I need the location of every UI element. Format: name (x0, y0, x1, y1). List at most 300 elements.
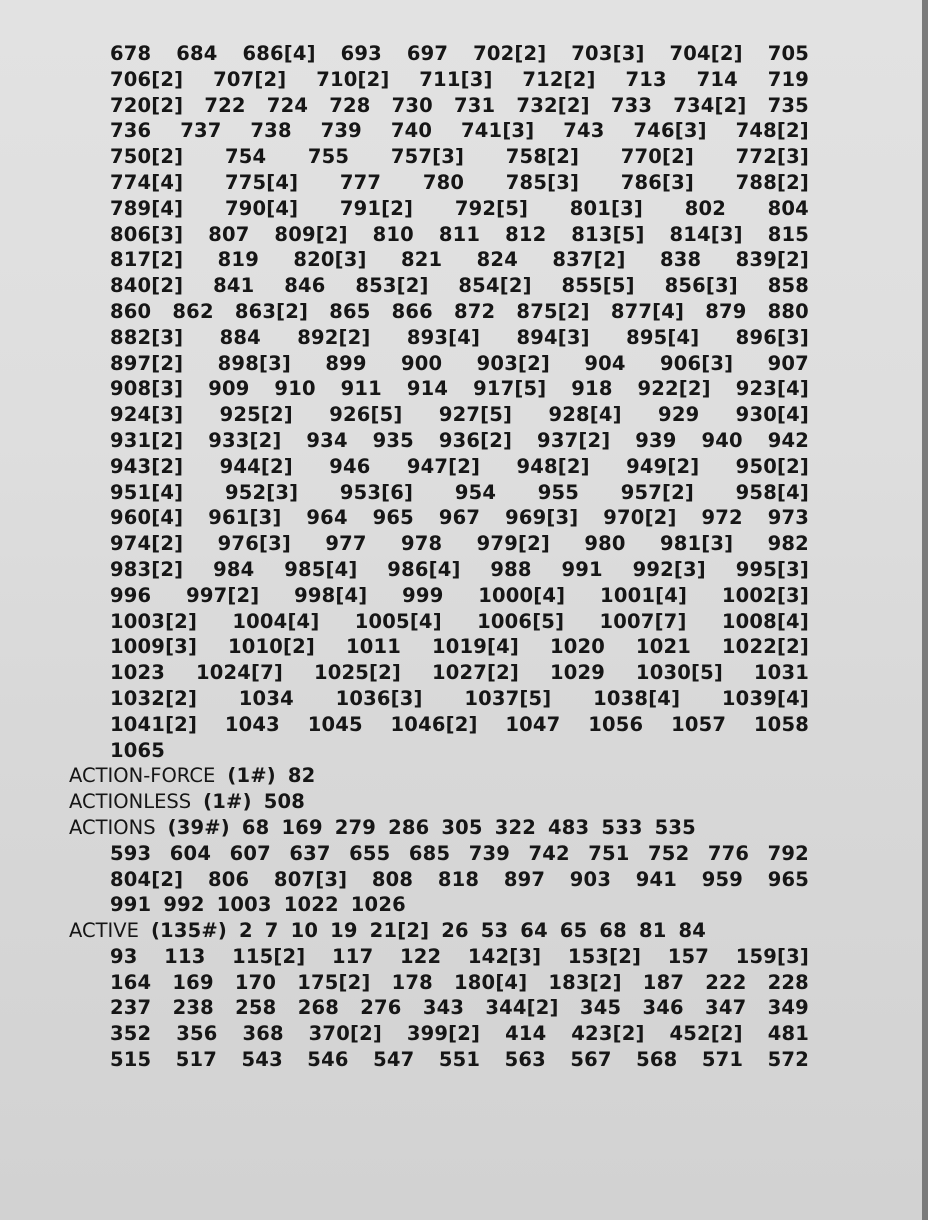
index-reference: 961[3] (208, 506, 282, 530)
index-reference: 714 (696, 67, 738, 91)
index-reference: 780 (422, 170, 465, 194)
index-reference: 988 (490, 557, 532, 581)
index-reference: 840[2] (110, 274, 184, 298)
index-reference: 68 (599, 919, 627, 943)
index-reference: 1029 (549, 661, 606, 685)
index-reference: 1039[4] (721, 686, 809, 710)
index-reference: 941 (635, 867, 678, 891)
index-reference: 815 (767, 222, 809, 246)
index-reference: 791[2] (339, 196, 414, 220)
index-reference: 533 (601, 815, 643, 839)
index-reference: 1056 (588, 712, 644, 736)
index-reference: 785[3] (505, 170, 580, 194)
index-continuation-line (69, 376, 809, 402)
index-reference: 967 (438, 506, 481, 530)
index-reference: 954 (454, 480, 497, 504)
index-reference: 81 (638, 919, 667, 943)
index-reference: 809[2] (274, 222, 348, 246)
index-reference: 789[4] (110, 196, 184, 220)
index-reference: 897 (503, 867, 546, 891)
index-reference: 728 (329, 93, 371, 117)
index-reference: 955 (537, 480, 580, 504)
index-reference: 969[3] (505, 506, 579, 530)
index-reference: 571 (701, 1048, 744, 1072)
index-reference: 305 (441, 815, 483, 839)
index-reference: 352 (110, 1022, 152, 1046)
index-reference: 1032[2] (110, 686, 198, 710)
index-reference: 949[2] (626, 454, 700, 478)
index-continuation-line (69, 325, 809, 351)
index-reference: 731 (454, 93, 496, 117)
index-reference: 907 (767, 351, 809, 375)
index-reference: 898[3] (217, 351, 291, 375)
index-reference: 706[2] (110, 67, 184, 91)
index-reference: 713 (625, 67, 667, 91)
index-reference: 997[2] (186, 583, 260, 607)
index-reference: 279 (334, 815, 377, 839)
index-reference: 157 (667, 944, 710, 968)
index-reference: 1047 (505, 712, 561, 736)
index-reference: 978 (400, 532, 443, 556)
index-reference: 943[2] (110, 454, 184, 478)
index-reference: 740 (390, 119, 433, 143)
index-reference: 917[5] (473, 377, 547, 401)
index-reference: 711[3] (419, 67, 493, 91)
index-reference: 752 (648, 841, 690, 865)
index-reference: 1001[4] (600, 583, 688, 607)
index-reference: 964 (306, 506, 348, 530)
index-reference: 730 (391, 93, 433, 117)
index-reference: 368 (242, 1022, 284, 1046)
index-reference: 777 (339, 170, 382, 194)
index-reference: 981[3] (659, 532, 734, 556)
index-reference: 839[2] (735, 248, 809, 272)
index-reference: 685 (408, 841, 451, 865)
index-reference: 928[4] (548, 403, 622, 427)
index-reference: 804 (767, 196, 809, 220)
index-reference: 739 (320, 119, 362, 143)
index-reference: 807[3] (273, 867, 348, 891)
index-reference: 258 (235, 996, 277, 1020)
index-reference: 349 (767, 996, 809, 1020)
index-reference: 924[3] (110, 403, 184, 427)
index-reference: 1022[2] (721, 635, 809, 659)
index-reference: 547 (373, 1048, 415, 1072)
index-continuation-line (69, 93, 809, 119)
index-reference: 1057 (671, 712, 727, 736)
index-continuation-line (69, 480, 809, 506)
index-reference: 935 (372, 428, 414, 452)
index-reference: 1030[5] (635, 661, 723, 685)
index-reference: 937[2] (537, 428, 611, 452)
index-reference: 169 (172, 970, 214, 994)
index-reference: 970[2] (603, 506, 677, 530)
index-reference: 817[2] (110, 248, 184, 272)
index-reference: 810 (372, 222, 414, 246)
index-reference: 164 (110, 970, 152, 994)
index-reference: 1000[4] (478, 583, 566, 607)
index-reference: 546 (307, 1048, 349, 1072)
index-reference: 423[2] (571, 1022, 645, 1046)
index-reference: 877[4] (610, 299, 685, 323)
index-reference: 732[2] (516, 93, 590, 117)
index-reference: 979[2] (476, 532, 550, 556)
index-reference: 703[3] (571, 42, 645, 65)
index-reference: 897[2] (110, 351, 184, 375)
index-reference: 710[2] (316, 67, 390, 91)
index-reference: 678 (110, 42, 152, 65)
index-reference: 187 (642, 970, 685, 994)
index-reference: 604 (169, 841, 212, 865)
index-reference: 1025[2] (313, 661, 402, 685)
index-reference: 82 (287, 764, 316, 788)
index-reference: 906[3] (659, 351, 734, 375)
index-reference: 737 (180, 119, 222, 143)
index-reference: 21[2] (369, 919, 430, 943)
index-reference: 535 (654, 815, 696, 839)
index-reference: 169 (281, 815, 323, 839)
index-reference: 959 (701, 867, 744, 891)
index-reference: 593 (110, 841, 152, 865)
index-reference: 572 (767, 1048, 809, 1072)
index-reference: 10 (290, 919, 319, 943)
index-reference: 452[2] (669, 1022, 743, 1046)
index-reference: 170 (234, 970, 277, 994)
index-reference: 693 (340, 42, 382, 65)
index-continuation-line (69, 660, 809, 686)
index-reference: 115[2] (232, 944, 306, 968)
index-reference: 952[3] (224, 480, 299, 504)
index-reference: 965 (372, 506, 414, 530)
index-reference: 276 (360, 996, 402, 1020)
index-continuation-line (69, 995, 809, 1021)
index-reference: 1024[7] (195, 661, 284, 685)
index-reference: 739 (468, 841, 510, 865)
index-continuation-line (69, 867, 809, 893)
index-entry (69, 815, 809, 841)
index-reference: 346 (642, 996, 684, 1020)
index-reference: 947[2] (406, 454, 481, 478)
index-reference: 178 (391, 970, 433, 994)
index-reference: 792 (767, 841, 809, 865)
index-reference: 1020 (549, 635, 606, 659)
index-reference: 712[2] (522, 67, 596, 91)
index-continuation-line (69, 402, 809, 428)
index-reference: 895[4] (626, 325, 700, 349)
index-reference: 985[4] (284, 557, 358, 581)
index-reference: 946 (329, 454, 371, 478)
index-reference: 894[3] (516, 325, 590, 349)
index-reference: 117 (332, 944, 374, 968)
index-reference: 855[5] (561, 274, 635, 298)
index-reference: 992[3] (632, 557, 706, 581)
index-reference: 911 (340, 377, 382, 401)
index-reference: 866 (391, 299, 433, 323)
index-reference: 345 (579, 996, 622, 1020)
index-reference: 702[2] (473, 42, 547, 65)
index-reference: 1027[2] (431, 661, 520, 685)
index-reference: 735 (767, 93, 809, 117)
index-reference: 998[4] (294, 583, 368, 607)
index-reference: 770[2] (620, 145, 695, 169)
index-headword: ACTIONLESS (69, 790, 192, 814)
index-reference: (1#) (227, 764, 276, 788)
index-reference: 846 (284, 274, 326, 298)
index-reference: 1004[4] (232, 609, 320, 633)
index-reference: 892[2] (297, 325, 371, 349)
index-reference: 927[5] (438, 403, 513, 427)
index-reference: 750[2] (110, 145, 184, 169)
index-reference: 746[3] (633, 119, 707, 143)
index-reference: 856[3] (664, 274, 738, 298)
index-reference: 802 (684, 196, 726, 220)
index-reference: 53 (480, 919, 509, 943)
index-reference: 1038[4] (593, 686, 681, 710)
index-reference: 543 (241, 1048, 283, 1072)
index-reference: 862 (172, 299, 214, 323)
index-reference: 838 (659, 248, 702, 272)
index-reference: 1034 (238, 686, 294, 710)
index-reference: 1058 (753, 712, 809, 736)
index-continuation-line (69, 531, 809, 557)
index-reference: 607 (229, 841, 271, 865)
index-reference: 854[2] (458, 274, 532, 298)
index-reference: 720[2] (110, 93, 184, 117)
index-reference: 811 (438, 222, 481, 246)
index-reference: 910 (274, 377, 316, 401)
index-reference: 934 (306, 428, 348, 452)
index-reference: 1009[3] (110, 635, 198, 659)
index-reference: 1006[5] (477, 609, 565, 633)
index-reference: 942 (767, 428, 809, 452)
index-continuation-line (69, 196, 809, 222)
index-reference: 183[2] (548, 970, 622, 994)
index-reference: 982 (767, 532, 809, 556)
index-reference: 806[3] (110, 222, 184, 246)
index-continuation-line (69, 970, 809, 996)
index-reference: 872 (454, 299, 496, 323)
index-reference: 93 (110, 944, 138, 968)
index-reference: 974[2] (110, 532, 184, 556)
index-reference: 757[3] (390, 145, 465, 169)
index-reference: 1022 (283, 893, 339, 917)
index-reference: 951[4] (110, 480, 184, 504)
index-reference: 1023 (110, 661, 166, 685)
index-reference: 237 (110, 996, 152, 1020)
index-reference: 1008[4] (721, 609, 809, 633)
index-reference: 999 (402, 583, 444, 607)
index-headword: ACTIVE (69, 919, 139, 943)
index-reference: 228 (767, 970, 809, 994)
index-reference: 1005[4] (354, 609, 442, 633)
index-reference: 860 (110, 299, 152, 323)
index-reference: 944[2] (219, 454, 293, 478)
index-reference: 705 (767, 42, 809, 65)
index-entry (69, 763, 809, 789)
index-reference: 814[3] (669, 222, 743, 246)
index-reference: 684 (176, 42, 218, 65)
index-reference: 858 (767, 274, 809, 298)
index-reference: 948[2] (516, 454, 590, 478)
index-reference: 896[3] (735, 325, 809, 349)
index-reference: 113 (164, 944, 206, 968)
index-reference: 776 (707, 841, 750, 865)
index-reference: 370[2] (308, 1022, 382, 1046)
index-continuation-line (69, 351, 809, 377)
index-reference: 1037[5] (464, 686, 552, 710)
index-continuation-line (69, 41, 809, 67)
index-reference: 879 (705, 299, 747, 323)
index-reference: 880 (767, 299, 809, 323)
index-reference: 903 (569, 867, 612, 891)
index-reference: 953[6] (339, 480, 414, 504)
index-reference: 824 (476, 248, 518, 272)
index-reference: 481 (767, 1022, 809, 1046)
index-reference: 1065 (110, 738, 166, 762)
index-reference: 1043 (224, 712, 280, 736)
index-reference: 841 (213, 274, 255, 298)
index-reference: 742 (528, 841, 570, 865)
index-continuation-line (69, 1047, 809, 1073)
index-reference: 976[3] (217, 532, 291, 556)
index-reference: 1031 (753, 661, 809, 685)
index-reference: 743 (563, 119, 605, 143)
index-reference: 1019[4] (431, 635, 520, 659)
index-continuation-line (69, 738, 809, 764)
index-reference: 977 (325, 532, 367, 556)
index-reference: 686[4] (242, 42, 316, 65)
index-reference: 812 (505, 222, 547, 246)
index-reference: (1#) (203, 790, 252, 814)
index-reference: 637 (289, 841, 331, 865)
index-reference: 551 (438, 1048, 481, 1072)
index-reference: 801[3] (569, 196, 644, 220)
index-reference: 818 (437, 867, 480, 891)
index-continuation-line (69, 222, 809, 248)
index-reference: 517 (175, 1048, 218, 1072)
index-continuation-line (69, 454, 809, 480)
index-reference: 1026 (350, 893, 406, 917)
index-reference: 837[2] (552, 248, 626, 272)
index-reference: 748[2] (735, 119, 809, 143)
index-reference: 819 (217, 248, 259, 272)
index-reference: 758[2] (505, 145, 580, 169)
index-reference: 1011 (345, 635, 402, 659)
index-continuation-line (69, 299, 809, 325)
index-reference: 568 (636, 1048, 678, 1072)
index-reference: 1021 (635, 635, 691, 659)
index-reference: 863[2] (234, 299, 309, 323)
index-reference: 1041[2] (110, 712, 198, 736)
index-reference: 1046[2] (390, 712, 478, 736)
index-reference: 992 (163, 893, 205, 917)
index-reference: 929 (658, 403, 700, 427)
index-continuation-line (69, 67, 809, 93)
index-continuation-line (69, 118, 809, 144)
index-reference: 356 (176, 1022, 218, 1046)
index-reference: 697 (406, 42, 449, 65)
index-headword: ACTIONS (69, 815, 156, 839)
index-continuation-line (69, 428, 809, 454)
index-reference: 153[2] (567, 944, 642, 968)
index-reference: 142[3] (467, 944, 542, 968)
index-reference: 926[5] (329, 403, 403, 427)
index-reference: 936[2] (438, 428, 513, 452)
index-reference: 775[4] (224, 170, 299, 194)
index-reference: 736 (110, 119, 152, 143)
index-reference: 931[2] (110, 428, 184, 452)
index-reference: 882[3] (110, 325, 184, 349)
index-reference: 991 (561, 557, 603, 581)
index-reference: 483 (548, 815, 590, 839)
index-continuation-line (69, 712, 809, 738)
index-reference: 957[2] (620, 480, 695, 504)
index-reference: 958[4] (735, 480, 809, 504)
index-reference: 399[2] (406, 1022, 481, 1046)
index-reference: 1036[3] (335, 686, 423, 710)
index-reference: 741[3] (461, 119, 535, 143)
index-entry (69, 789, 809, 815)
index-reference: 893[4] (406, 325, 481, 349)
index-continuation-line (69, 505, 809, 531)
index-reference: 922[2] (637, 377, 711, 401)
index-reference: 772[3] (735, 145, 809, 169)
index-reference: 707[2] (213, 67, 287, 91)
index-reference: 1002[3] (721, 583, 809, 607)
index-reference: (39#) (167, 815, 230, 839)
index-reference: 719 (767, 67, 809, 91)
index-reference: 790[4] (224, 196, 299, 220)
index-reference: 923[4] (735, 377, 809, 401)
index-reference: 908[3] (110, 377, 184, 401)
index-reference: 563 (504, 1048, 546, 1072)
index-reference: 19 (330, 919, 358, 943)
index-entry (69, 918, 809, 944)
index-reference: 804[2] (110, 867, 184, 891)
index-reference: 508 (263, 790, 305, 814)
index-reference: 884 (219, 325, 261, 349)
index-reference: 909 (208, 377, 250, 401)
index-continuation-line (69, 841, 809, 867)
index-reference: (135#) (150, 919, 228, 943)
index-reference: 1003 (216, 893, 272, 917)
index-continuation-line (69, 892, 809, 918)
index-reference: 820[3] (293, 248, 367, 272)
index-reference: 960[4] (110, 506, 184, 530)
index-reference: 1007[7] (599, 609, 687, 633)
index-reference: 806 (207, 867, 250, 891)
index-reference: 995[3] (735, 557, 809, 581)
index-reference: 821 (400, 248, 443, 272)
index-reference: 933[2] (208, 428, 282, 452)
index-reference: 175[2] (297, 970, 371, 994)
index-reference: 940 (701, 428, 743, 452)
index-reference: 414 (505, 1022, 547, 1046)
index-reference: 286 (388, 815, 430, 839)
index-continuation-line (69, 1021, 809, 1047)
index-reference: 2 (239, 919, 253, 943)
index-reference: 774[4] (110, 170, 184, 194)
index-reference: 918 (571, 377, 613, 401)
index-reference: 1010[2] (227, 635, 316, 659)
index-reference: 222 (705, 970, 747, 994)
index-reference: 986[4] (387, 557, 461, 581)
index-reference: 853[2] (355, 274, 429, 298)
index-reference: 268 (297, 996, 339, 1020)
index-reference: 1045 (307, 712, 363, 736)
index-continuation-line (69, 583, 809, 609)
index-reference: 984 (213, 557, 255, 581)
